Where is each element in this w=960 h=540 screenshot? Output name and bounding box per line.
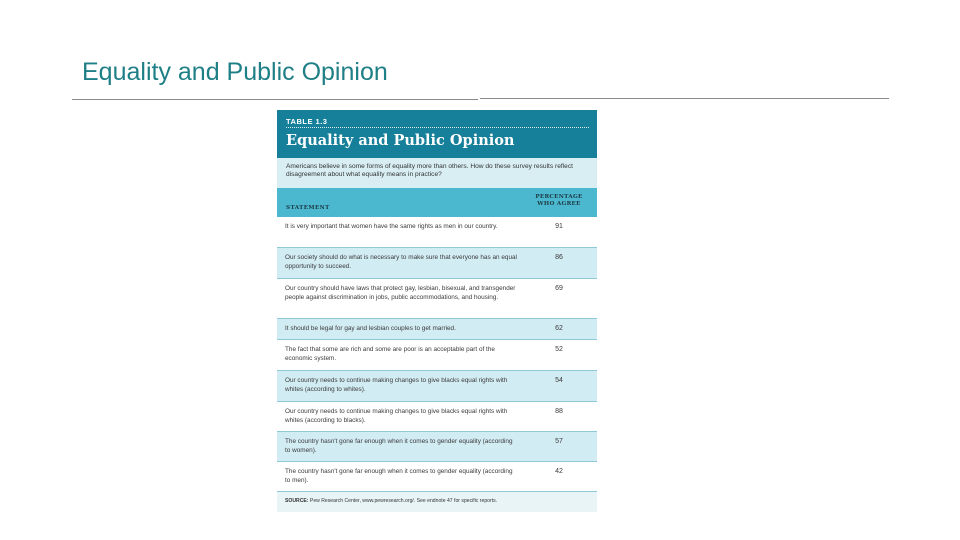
table-label: TABLE 1.3: [286, 117, 328, 126]
row-percentage: 91: [555, 223, 563, 230]
source-label: SOURCE:: [285, 498, 309, 504]
row-statement: The country hasn't gone far enough when it comes to gender equality (according to women).: [285, 438, 513, 454]
row-percentage: 57: [555, 438, 563, 445]
table-row: [277, 462, 597, 492]
column-header-statement: STATEMENT: [286, 205, 330, 211]
table-row: [277, 371, 597, 402]
source-text: Pew Research Center, www.pewresearch.org/. See endnote 47 for specific reports.: [309, 498, 498, 504]
row-statement: Our society should do what is necessary to make sure that everyone has an equal opportunity to succeed.: [285, 254, 517, 270]
table-title: Equality and Public Opinion: [286, 132, 515, 149]
table-row: [277, 319, 597, 340]
column-header-percentage-line2: WHO AGREE: [537, 201, 581, 207]
row-statement: The fact that some are rich and some are poor is an acceptable part of the economic system.: [285, 346, 495, 362]
table-header: [277, 110, 597, 158]
table-row: [277, 402, 597, 432]
row-statement: It should be legal for gay and lesbian couples to get married.: [285, 325, 456, 332]
table-figure: [277, 110, 597, 512]
table-row: [277, 248, 597, 279]
title-divider-right: [480, 98, 889, 99]
slide-title: Equality and Public Opinion: [82, 58, 388, 86]
table-row: [277, 279, 597, 319]
row-percentage: 42: [555, 468, 563, 475]
row-percentage: 54: [555, 377, 563, 384]
table-row: [277, 217, 597, 248]
column-header-percentage-line1: PERCENTAGE: [535, 194, 583, 200]
column-header-row: [277, 188, 597, 217]
table-row: [277, 340, 597, 371]
table-intro: Americans believe in some forms of equality more than others. How do these survey results reflect disagreement about what equality means in practice?: [277, 158, 597, 188]
title-divider-left: [72, 99, 478, 100]
row-percentage: 52: [555, 346, 563, 353]
row-statement: Our country should have laws that protect gay, lesbian, bisexual, and transgender people against discrimination in jobs, public accommodations, and housing.: [285, 285, 516, 301]
row-statement: Our country needs to continue making changes to give blacks equal rights with whites (according to whites).: [285, 377, 508, 393]
table-source: [277, 492, 597, 512]
row-percentage: 69: [555, 285, 563, 292]
dotted-divider: [286, 127, 589, 128]
row-statement: It is very important that women have the same rights as men in our country.: [285, 223, 498, 230]
row-statement: Our country needs to continue making changes to give blacks equal rights with whites (according to blacks).: [285, 408, 508, 424]
row-statement: The country hasn't gone far enough when it comes to gender equality (according to men).: [285, 468, 513, 484]
table-row: [277, 432, 597, 462]
row-percentage: 86: [555, 254, 563, 261]
column-header-percentage: [529, 194, 589, 208]
row-percentage: 62: [555, 325, 563, 332]
row-percentage: 88: [555, 408, 563, 415]
